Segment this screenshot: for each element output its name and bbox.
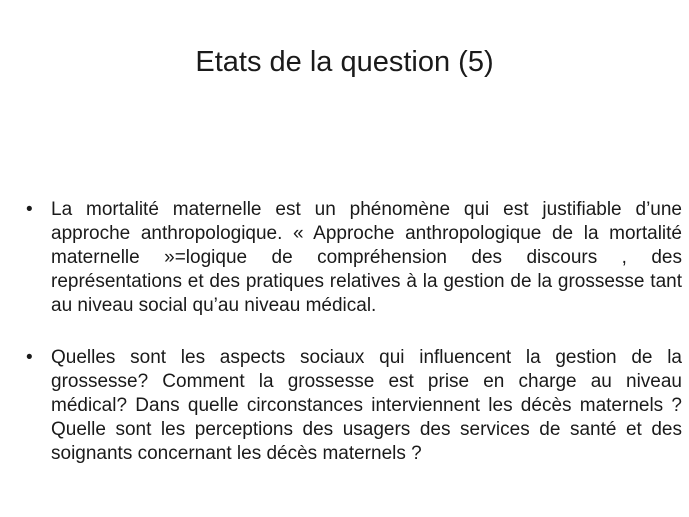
bullet-dot-icon: • <box>26 199 33 220</box>
slide-title: Etats de la question (5) <box>195 46 494 78</box>
bullet-text-2: Quelles sont les aspects sociaux qui influencent la gestion de la grossesse? Comment la grossesse est prise en charge au niveau médical? Dans quelle circonstances interviennent les décès maternels ? Quelle sont les perceptions des usagers des services de santé et des soignants concernant les décès maternels ? <box>51 347 682 464</box>
bullet-item-2 <box>22 346 682 466</box>
bullet-text-1: La mortalité maternelle est un phénomène qui est justifiable d’une approche anthropologique. « Approche anthropologique de la mortalité maternelle »=logique de compréhension des discours , des représentations et des pratiques relatives à la gestion de la grossesse tant au niveau social qu’au niveau médical. <box>51 199 682 316</box>
bullet-list <box>22 198 682 466</box>
bullet-dot-icon: • <box>26 347 33 368</box>
bullet-item-1 <box>22 198 682 318</box>
